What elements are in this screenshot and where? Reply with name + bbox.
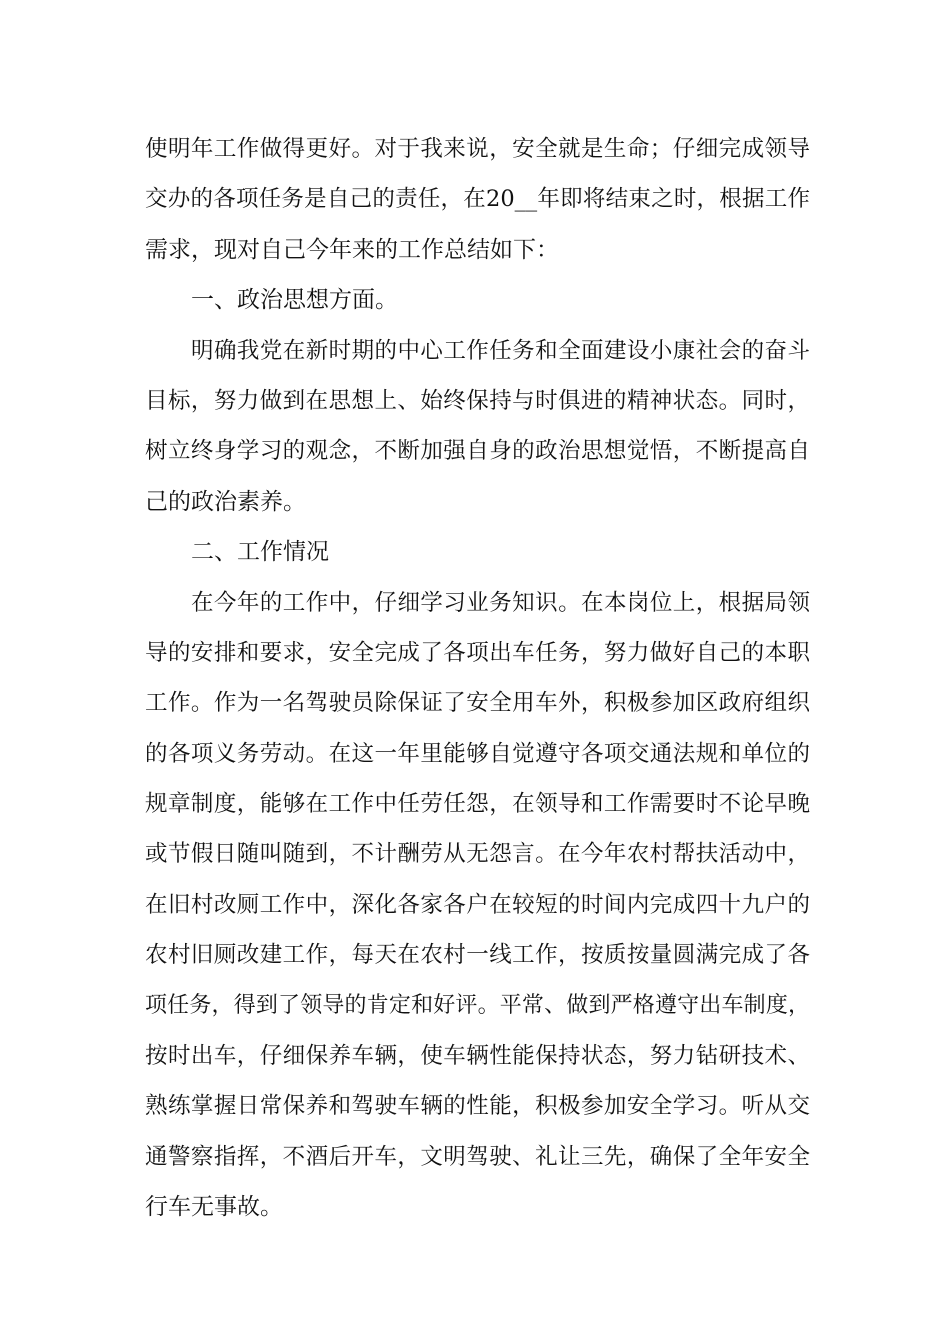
- text-line: 在旧村改厕工作中，深化各家各户在较短的时间内完成四十九户的: [145, 891, 810, 918]
- text-line: 的各项义务劳动。在这一年里能够自觉遵守各项交通法规和单位的: [145, 740, 810, 767]
- text-line: 农村旧厕改建工作，每天在农村一线工作，按质按量圆满完成了各: [145, 942, 810, 969]
- text-line: 或节假日随叫随到，不计酬劳从无怨言。在今年农村帮扶活动中，: [145, 841, 810, 868]
- text-line: 明确我党在新时期的中心工作任务和全面建设小康社会的奋斗: [191, 337, 810, 364]
- text-line: 项任务，得到了领导的肯定和好评。平常、做到严格遵守出车制度，: [145, 992, 810, 1018]
- document-body: [145, 124, 810, 1233]
- text-line: 二、工作情况: [191, 539, 329, 566]
- text-line: 需求，现对自己今年来的工作总结如下：: [145, 236, 559, 263]
- text-line: 己的政治素养。: [145, 488, 306, 515]
- text-line: 熟练掌握日常保养和驾驶车辆的性能，积极参加安全学习。听从交: [145, 1093, 810, 1120]
- text-line: 使明年工作做得更好。对于我来说，安全就是生命；仔细完成领导: [145, 136, 810, 162]
- text-line: 树立终身学习的观念，不断加强自身的政治思想觉悟，不断提高自: [145, 438, 810, 465]
- text-line: 行车无事故。: [145, 1194, 283, 1221]
- text-line: 导的安排和要求，安全完成了各项出车任务，努力做好自己的本职: [145, 639, 810, 666]
- text-line: 规章制度，能够在工作中任劳任怨，在领导和工作需要时不论早晚: [145, 791, 810, 818]
- text-line: 目标，努力做到在思想上、始终保持与时俱进的精神状态。同时，: [145, 387, 810, 414]
- text-line: 通警察指挥，不酒后开车，文明驾驶、礼让三先，确保了全年安全: [145, 1143, 810, 1170]
- text-line: 按时出车，仔细保养车辆，使车辆性能保持状态，努力钻研技术、: [145, 1043, 810, 1070]
- text-line: 交办的各项任务是自己的责任，在20__年即将结束之时，根据工作: [145, 186, 810, 213]
- text-line: 工作。作为一名驾驶员除保证了安全用车外，积极参加区政府组织: [145, 690, 810, 717]
- text-line: 一、政治思想方面。: [191, 287, 398, 314]
- text-line: 在今年的工作中，仔细学习业务知识。在本岗位上，根据局领: [191, 589, 810, 616]
